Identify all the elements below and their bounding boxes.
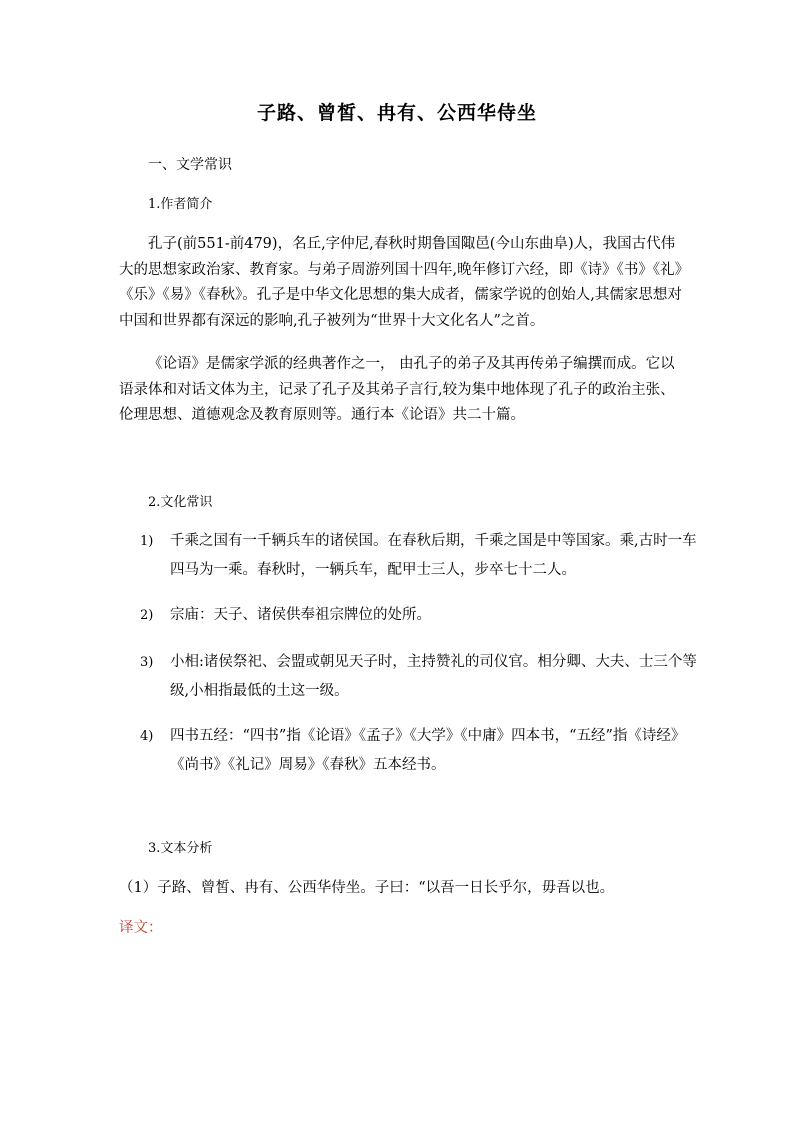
list-item-number: 1) <box>140 534 154 549</box>
subheading-cultural-knowledge: 2.文化常识 <box>148 495 213 510</box>
subheading-author-intro: 1.作者简介 <box>148 197 213 212</box>
list-item-number: 2) <box>140 608 154 623</box>
paragraph-confucius-bio: 孔子(前551-前479)，名丘,字仲尼,春秋时期鲁国陬邑(今山东曲阜)人，我国古代伟大的思想家政治家、教育家。与弟子周游列国十四年,晚年修订六经，即《诗》《书》《礼》《乐》《易》《春秋》。孔子是中华文化思想的集大成者，儒家学说的创始人,其儒家思想对中国和世界都有深远的影响,孔子被列为“世界十大文化名人”之首。 <box>119 236 682 329</box>
list-item-number: 4) <box>140 729 154 744</box>
list-item-text: 宗庙：天子、诸侯供奉祖宗牌位的处所。 <box>170 607 431 623</box>
analysis-line-1: （1）子路、曾皙、冉有、公西华侍坐。子曰：“以吾一日长乎尔，毋吾以也。 <box>119 880 615 896</box>
list-item <box>140 722 700 780</box>
subheading-text-analysis: 3.文本分析 <box>148 841 213 856</box>
paragraph-analects-intro: 《论语》是儒家学派的经典著作之一， 由孔子的弟子及其再传弟子编撰而成。它以语录体和对话文体为主，记录了孔子及其弟子言行,较为集中地体现了孔子的政治主张、伦理思想、道德观念及教育原则等。通行本《论语》共二十篇。 <box>119 356 675 423</box>
section-heading-literary-knowledge: 一、文学常识 <box>148 157 232 173</box>
list-item <box>140 648 700 706</box>
list-item <box>140 601 700 630</box>
list-item-text: 千乘之国有一千辆兵车的诸侯国。在春秋后期，千乘之国是中等国家。乘,古时一车四马为一乘。春秋时，一辆兵车，配甲士三人，步卒七十二人。 <box>170 533 697 578</box>
translation-label: 译文： <box>119 920 163 936</box>
list-item-text: 四书五经：“四书”指《论语》《孟子》《大学》《中庸》四本书，“五经”指《诗经》《尚书》《礼记》周易》《春秋》五本经书。 <box>170 728 686 773</box>
list-item <box>140 527 700 585</box>
list-item-number: 3) <box>140 655 154 670</box>
page-title: 子路、曾皙、冉有、公西华侍坐 <box>256 102 537 124</box>
list-item-text: 小相:诸侯祭祀、会盟或朝见天子时，主持赞礼的司仪官。相分卿、大夫、士三个等级,小相指最低的土这一级。 <box>170 654 697 699</box>
